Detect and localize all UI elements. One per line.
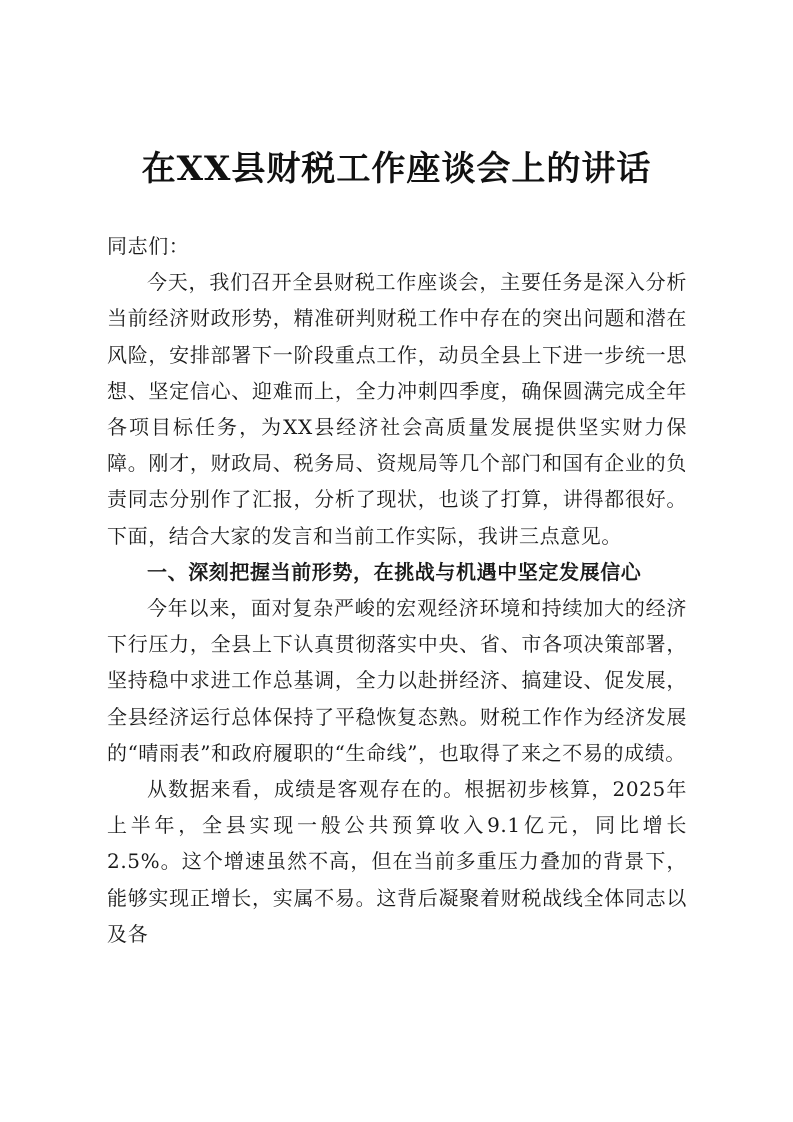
section-heading-1: 一、深刻把握当前形势，在挑战与机遇中坚定发展信心 [147, 559, 642, 584]
body-paragraph: 从数据来看，成绩是客观存在的。根据初步核算，2025年上半年，全县实现一般公共预算收入9.1亿元，同比增长2.5%。这个增速虽然不高，但在当前多重压力叠加的背景下，能够实现正增长，实属不易。这背后凝聚着财税战线全体同志以及各 [107, 777, 687, 946]
document-body [107, 228, 687, 952]
document-title: 在XX县财税工作座谈会上的讲话 [141, 149, 652, 189]
body-paragraph: 今年以来，面对复杂严峻的宏观经济环境和持续加大的经济下行压力，全县上下认真贯彻落实中央、省、市各项决策部署，坚持稳中求进工作总基调，全力以赴拼经济、搞建设、促发展，全县经济运行总体保持了平稳恢复态熟。财税工作作为经济发展的“晴雨表”和政府履职的“生命线”，也取得了来之不易的成绩。 [107, 596, 687, 765]
intro-paragraph: 今天，我们召开全县财税工作座谈会，主要任务是深入分析当前经济财政形势，精准研判财税工作中存在的突出问题和潜在风险，安排部署下一阶段重点工作，动员全县上下进一步统一思想、坚定信心、迎难而上，全力冲刺四季度，确保圆满完成全年各项目标任务，为XX县经济社会高质量发展提供坚实财力保障。刚才，财政局、税务局、资规局等几个部门和国有企业的负责同志分别作了汇报，分析了现状，也谈了打算，讲得都很好。下面，结合大家的发言和当前工作实际，我讲三点意见。 [107, 270, 687, 548]
salutation: 同志们： [107, 234, 190, 258]
